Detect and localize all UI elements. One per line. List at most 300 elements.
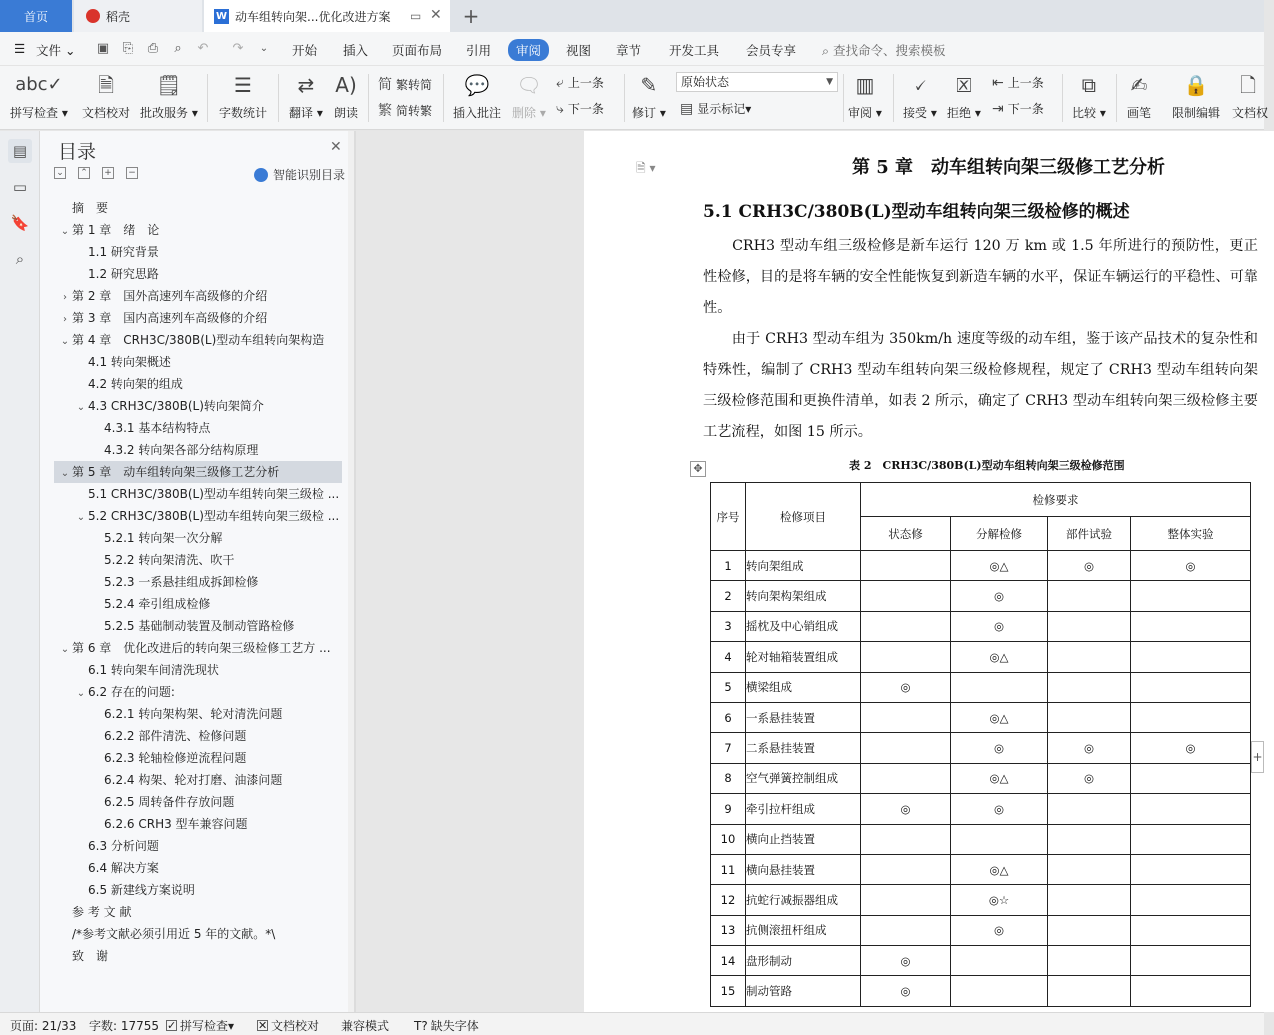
annotate-service-button[interactable]: 🗒 批改服务 ▾ [140,70,198,121]
revise-button[interactable]: ✎ 修订 ▾ [632,70,666,121]
translate-icon: ⇄ [297,73,315,97]
remove-heading-icon[interactable]: − [126,167,138,179]
tab-home-label: 首页 [23,9,48,24]
tab-daoke-label: 稻壳 [106,9,131,24]
table-cell [861,551,951,581]
read-aloud-button[interactable] [334,70,358,121]
menu-start[interactable]: 开始 [292,43,318,58]
table-cell: 横向止挡装置 [746,824,861,854]
chevron-down-icon[interactable]: ⌄ [60,468,70,479]
table-row [711,551,1251,581]
table-cell [1048,885,1131,915]
menu-view[interactable]: 视图 [566,43,592,58]
toc-item-label: 4.1 转向架概述 [88,355,171,369]
toc-item-label: 6.5 新建线方案说明 [88,883,195,897]
next-change-label: 下一条 [1007,102,1044,116]
menu-developer[interactable]: 开发工具 [669,43,720,58]
table-row [711,946,1251,976]
toc-item[interactable] [40,285,340,307]
toc-item-label: 致 谢 [72,949,109,963]
toc-item-label: 参 考 文 献 [72,905,132,919]
word-count-indicator[interactable]: 字数: 17755 [89,1019,160,1033]
table-row [711,854,1251,884]
toc-title: 目录 [58,141,97,163]
table-cell [861,581,951,611]
repair-scope-table [710,482,1251,1007]
table-cell: 3 [711,611,746,641]
table-cell: 轮对轴箱装置组成 [746,642,861,672]
toc-item[interactable] [40,769,340,791]
expand-right-icon[interactable]: + [1251,741,1264,773]
table-cell: ◎ [1048,551,1131,581]
table-row [711,642,1251,672]
word-count-icon: ☰ [234,73,252,97]
toc-item-label: 第 1 章 绪 论 [72,223,160,237]
section-heading: 5.1 CRH3C/380B(L)型动车组转向架三级检修的概述 [703,202,1130,222]
traditional-to-simplified-button[interactable] [378,74,432,94]
add-heading-icon[interactable]: + [102,167,114,179]
toc-item[interactable] [40,791,340,813]
toc-item-label: 4.2 转向架的组成 [88,377,183,391]
toc-item[interactable] [40,923,340,945]
table-cell [1048,946,1131,976]
menu-file[interactable]: 文件 ⌄ [36,43,76,58]
table-cell [1131,946,1251,976]
toc-item[interactable] [40,857,340,879]
next-change-button[interactable] [992,100,1044,117]
toc-item-label: 6.2.6 CRH3 型车兼容问题 [104,817,248,831]
command-search[interactable] [822,41,946,59]
toc-item[interactable] [40,527,340,549]
toc-item[interactable] [40,263,340,285]
next-change-icon: ⇥ [992,100,1004,117]
table-row [711,763,1251,793]
table-cell: 14 [711,946,746,976]
review-pane-label: 审阅 [848,106,873,120]
toc-item-label: 5.2.1 转向架一次分解 [104,531,223,545]
traditional-to-simplified-icon: 简 [378,77,392,93]
menu-page-layout[interactable]: 页面布局 [392,43,443,58]
spell-check-label: 拼写检查 [10,106,59,120]
pen-icon: ✍ [1130,73,1148,97]
table-cell: ◎△ [951,763,1048,793]
status-spell-label: 拼写检查 [180,1019,229,1033]
table-cell: 13 [711,915,746,945]
menu-file-label: 文件 [36,43,62,58]
table-cell: 12 [711,885,746,915]
doc-permission-icon: 🗋 [1239,73,1257,97]
table-cell [1048,702,1131,732]
bookmark-icon[interactable]: 🔖 [10,214,30,232]
table-move-handle-icon[interactable]: ✥ [690,461,706,477]
status-spell-check[interactable]: ✓ 拼写检查 ▾ [167,1018,235,1033]
menu-member[interactable]: 会员专享 [746,43,797,58]
read-aloud-label: 朗读 [334,106,359,120]
toc-item[interactable] [40,945,340,967]
pen-button[interactable] [1127,70,1151,121]
table-cell: 抗蛇行减振器组成 [746,885,861,915]
table-cell [861,854,951,884]
delete-comment-icon: 🗨 [516,73,542,97]
review-pane-icon: ▥ [855,73,875,97]
table-cell: ◎ [861,976,951,1006]
toc-item[interactable] [40,571,340,593]
checkbox-icon: ✓ [167,1019,177,1032]
menu-reference[interactable]: 引用 [466,43,492,58]
table-header-cell: 检修项目 [746,483,861,551]
table-cell [1048,824,1131,854]
paragraph [703,231,1258,324]
toc-item[interactable] [40,417,340,439]
toc-item[interactable] [40,439,340,461]
new-tab-button[interactable] [456,0,486,32]
table-cell [1131,794,1251,824]
table-cell: 横向悬挂装置 [746,854,861,884]
collapse-all-icon[interactable]: ⌃ [78,167,90,179]
table-cell [861,611,951,641]
toc-item-label: 第 3 章 国内高速列车高级修的介绍 [72,311,268,325]
table-cell: 11 [711,854,746,884]
chevron-right-icon[interactable]: › [63,292,67,303]
table-header-cell: 部件试验 [1048,517,1131,551]
table-cell: 10 [711,824,746,854]
delete-comment-button[interactable]: 🗨 删除 ▾ [512,70,546,121]
document-area [356,131,1264,1012]
show-marks-icon: ▤ [680,100,694,117]
table-cell: 转向架构架组成 [746,581,861,611]
table-cell [1048,976,1131,1006]
toc-item-label: 1.2 研究思路 [88,267,159,281]
table-row [711,794,1251,824]
table-cell [1048,854,1131,884]
compare-label: 比较 [1072,106,1097,120]
table-cell [951,672,1048,702]
chevron-down-icon[interactable]: ⌄ [76,512,86,523]
missing-font-label: 缺失字体 [430,1019,479,1033]
table-cell: 1 [711,551,746,581]
ribbon-separator [893,74,894,122]
toc-pane [40,131,354,1012]
toc-item-label: 第 4 章 CRH3C/380B(L)型动车组转向架构造 [72,333,325,347]
toc-item-label: 5.2.2 转向架清洗、吹干 [104,553,235,567]
status-bar [0,1012,1264,1035]
toc-item[interactable] [40,879,340,901]
translate-button[interactable]: ⇄ 翻译 ▾ [289,70,323,121]
table-cell [1048,642,1131,672]
table-cell [861,763,951,793]
insert-comment-label: 插入批注 [453,106,502,120]
table-cell: ◎ [951,581,1048,611]
ribbon-separator [443,74,444,122]
restrict-edit-button[interactable] [1172,70,1220,121]
table-cell: 8 [711,763,746,793]
table-cell [861,885,951,915]
ribbon-separator [843,74,844,122]
toc-item[interactable] [40,395,340,417]
annotate-service-icon: 🗒 [156,73,182,97]
table-cell [861,824,951,854]
show-marks-label: 显示标记 [697,102,746,116]
toc-item-label: 摘 要 [72,201,109,215]
table-cell [1048,672,1131,702]
read-aloud-icon: A) [335,73,357,97]
command-search-placeholder: 查找命令、搜索模板 [833,43,946,58]
table-cell [1131,915,1251,945]
chapter-panel-icon[interactable]: ▭ [12,178,28,196]
table-cell: ◎ [1048,733,1131,763]
table-row [711,824,1251,854]
simplified-to-traditional-button[interactable] [378,100,432,120]
smart-toc-label: 智能识别目录 [273,168,346,182]
revise-label: 修订 [632,106,657,120]
ribbon-separator [278,74,279,122]
table-row [711,611,1251,641]
table-cell: 摇枕及中心销组成 [746,611,861,641]
toc-item-label: 6.3 分析问题 [88,839,159,853]
toc-item[interactable] [40,505,340,527]
table-cell: 2 [711,581,746,611]
toc-item-label: 第 5 章 动车组转向架三级修工艺分析 [72,465,280,479]
table-cell [1131,702,1251,732]
chevron-down-icon: ▼ [826,77,833,87]
restrict-edit-label: 限制编辑 [1172,106,1221,120]
chapter-heading: 第 5 章 动车组转向架三级修工艺分析 [852,157,1166,178]
traditional-to-simplified-label: 繁转简 [396,77,433,92]
toc-item[interactable] [40,593,340,615]
toc-item[interactable] [40,747,340,769]
status-doc-proof[interactable] [257,1017,319,1034]
table-row [711,885,1251,915]
table-header-cell: 检修要求 [861,483,1251,517]
menu-review[interactable]: 审阅 [508,39,549,61]
toc-item[interactable] [40,241,340,263]
tab-daoke[interactable] [74,0,202,32]
table-cell: ◎ [951,915,1048,945]
close-icon[interactable]: ✕ [330,139,342,155]
customize-toolbar-icon[interactable]: ⌄ [259,43,269,54]
writer-doc-icon: W [215,10,228,22]
table-cell [1131,642,1251,672]
toc-item-label: 6.4 解决方案 [88,861,159,875]
tab-home[interactable] [0,0,72,32]
ribbon-separator [624,74,625,122]
chevron-down-icon[interactable]: ⌄ [76,688,86,699]
table-cell: 15 [711,976,746,1006]
toc-item[interactable] [40,483,340,505]
toc-item[interactable] [40,219,340,241]
toc-item[interactable] [40,373,340,395]
table-row [711,733,1251,763]
table-cell: 一系悬挂装置 [746,702,861,732]
new-tab-label: + [462,4,480,28]
compare-icon: ⧉ [1081,73,1097,97]
toc-item-label: 第 6 章 优化改进后的转向架三级检修工艺方 ... [72,641,331,655]
table-cell [1048,611,1131,641]
toc-item[interactable] [40,615,340,637]
compat-mode-indicator: 兼容模式 [341,1019,390,1033]
doc-options-icon[interactable]: 🗎 ▾ [636,161,656,175]
ribbon-separator [207,74,208,122]
table-cell: ◎△ [951,702,1048,732]
table-cell [1131,672,1251,702]
doc-proof-button[interactable] [82,70,130,121]
toc-item-label: 第 2 章 国外高速列车高级修的介绍 [72,289,268,303]
ribbon-separator [1062,74,1063,122]
review-ribbon [0,66,1269,130]
document-page[interactable] [584,131,1274,1012]
review-pane-button[interactable]: ▥ 审阅 ▾ [848,70,882,121]
chevron-right-icon[interactable]: › [63,314,67,325]
chevron-down-icon[interactable]: ⌄ [60,226,70,237]
insert-comment-button[interactable] [453,70,501,121]
toc-item-label: 5.2.5 基础制动装置及制动管路检修 [104,619,295,633]
show-marks-button[interactable]: ▤ 显示标记 ▾ [680,100,752,117]
toc-item-label: 5.2.3 一系悬挂组成拆卸检修 [104,575,259,589]
robot-icon [254,168,268,182]
side-panel-strip [0,131,40,1012]
toc-item[interactable] [54,461,342,483]
accept-icon: 🗸 [912,73,927,97]
toc-item-label: 6.1 转向架车间清洗现状 [88,663,219,677]
word-count-label: 字数统计 [219,106,268,120]
print-preview-icon[interactable]: ⌕ [174,41,182,56]
table-cell: 抗侧滚扭杆组成 [746,915,861,945]
compare-button[interactable]: ⧉ 比较 ▾ [1072,70,1106,121]
table-cell: 制动管路 [746,976,861,1006]
smart-toc-button[interactable] [254,166,345,183]
paragraph [703,324,1258,448]
search-icon: ⌕ [822,43,830,58]
save-icon[interactable]: ▣ [96,41,110,56]
next-comment-label: 下一条 [567,102,604,116]
table-cell: 5 [711,672,746,702]
table-cell: ◎ [951,611,1048,641]
table-cell: ◎ [951,794,1048,824]
table-cell: 牵引拉杆组成 [746,794,861,824]
missing-font-icon: T? [414,1018,428,1033]
hamburger-icon[interactable]: ☰ [14,41,26,56]
accept-button[interactable]: 🗸 接受 ▾ [903,70,937,121]
doc-proof-label: 文档校对 [82,106,131,120]
export-pdf-icon[interactable]: ⎘ [122,41,134,56]
prev-comment-icon: ⤶ [556,74,564,91]
reject-button[interactable]: 🗵 拒绝 ▾ [947,70,981,121]
toc-item[interactable] [40,549,340,571]
missing-font-button[interactable] [414,1017,479,1034]
reject-icon: 🗵 [956,73,972,97]
prev-change-icon: ⇤ [992,74,1004,91]
table-cell: 7 [711,733,746,763]
toc-item[interactable] [40,351,340,373]
toc-item-label: 4.3 CRH3C/380B(L)转向架简介 [88,399,264,413]
chevron-down-icon[interactable]: ⌄ [76,402,86,413]
toc-item[interactable] [40,835,340,857]
prev-comment-button[interactable] [556,74,604,91]
menu-chapter[interactable]: 章节 [616,43,642,58]
toc-item-label: 6.2.3 轮轴检修逆流程问题 [104,751,247,765]
table-cell: 9 [711,794,746,824]
table-cell [1131,763,1251,793]
annotate-service-label: 批改服务 [140,106,189,120]
chevron-down-icon[interactable]: ⌄ [60,644,70,655]
toc-item-label: /*参考文献必须引用近 5 年的文献。*\ [72,927,276,941]
table-cell: 横梁组成 [746,672,861,702]
table-cell: ◎△ [951,854,1048,884]
table-cell: 4 [711,642,746,672]
markup-state-select[interactable] [676,72,838,92]
revise-icon: ✎ [640,73,658,97]
doc-permission-button[interactable] [1232,70,1269,121]
table-row [711,976,1251,1006]
toc-item[interactable] [40,681,340,703]
spell-check-button[interactable]: abc✓ 拼写检查 ▾ [10,70,68,121]
word-count-button[interactable] [219,70,267,121]
table-cell: ◎☆ [951,885,1048,915]
prev-change-button[interactable] [992,74,1044,91]
close-icon[interactable]: ✕ [430,7,442,23]
ribbon-separator [368,74,369,122]
menu-bar [0,32,1264,66]
toc-item[interactable] [40,637,340,659]
redo-icon[interactable]: ↷ [232,41,244,56]
toc-item[interactable] [40,659,340,681]
toc-item-label: 1.1 研究背景 [88,245,159,259]
toc-item-label: 5.2.4 牵引组成检修 [104,597,211,611]
toc-item[interactable] [40,197,340,219]
toc-item[interactable] [40,725,340,747]
status-proof-label: 文档校对 [271,1019,320,1033]
toc-item-label: 4.3.1 基本结构特点 [104,421,211,435]
table-cell [861,915,951,945]
toc-item[interactable] [40,307,340,329]
window-restore-icon[interactable]: ▭ [410,9,422,23]
table-row [711,581,1251,611]
table-cell [951,824,1048,854]
toc-item[interactable] [40,703,340,725]
table-cell: ◎△ [951,642,1048,672]
table-cell: 转向架组成 [746,551,861,581]
table-header-cell: 整体实验 [1131,517,1251,551]
next-comment-button[interactable] [556,100,604,117]
table-cell [1131,581,1251,611]
toc-panel-icon[interactable]: ▤ [8,139,32,163]
menu-insert[interactable]: 插入 [343,43,369,58]
proof-icon: ✕ [258,1019,268,1032]
search-icon[interactable]: ⌕ [15,250,25,268]
chevron-down-icon[interactable]: ⌄ [60,336,70,347]
toc-item[interactable] [40,901,340,923]
doc-permission-label: 文档权 [1232,106,1269,120]
spell-check-icon: abc✓ [15,74,63,95]
table-cell [1048,581,1131,611]
reject-label: 拒绝 [947,106,972,120]
table-cell [1131,824,1251,854]
table-cell: ◎ [861,946,951,976]
expand-all-icon[interactable]: ⌄ [54,167,66,179]
table-cell: ◎△ [951,551,1048,581]
table-cell [861,702,951,732]
table-cell [1131,885,1251,915]
toc-item[interactable] [40,329,340,351]
undo-icon[interactable]: ↶ [197,41,209,56]
toc-item-label: 6.2.2 部件清洗、检修问题 [104,729,247,743]
toc-item[interactable] [40,813,340,835]
table-header-cell: 分解检修 [951,517,1048,551]
table-row [711,702,1251,732]
page-indicator[interactable]: 页面: 21/33 [10,1019,77,1033]
print-icon[interactable]: ⎙ [147,41,159,56]
tab-document[interactable] [204,0,450,32]
